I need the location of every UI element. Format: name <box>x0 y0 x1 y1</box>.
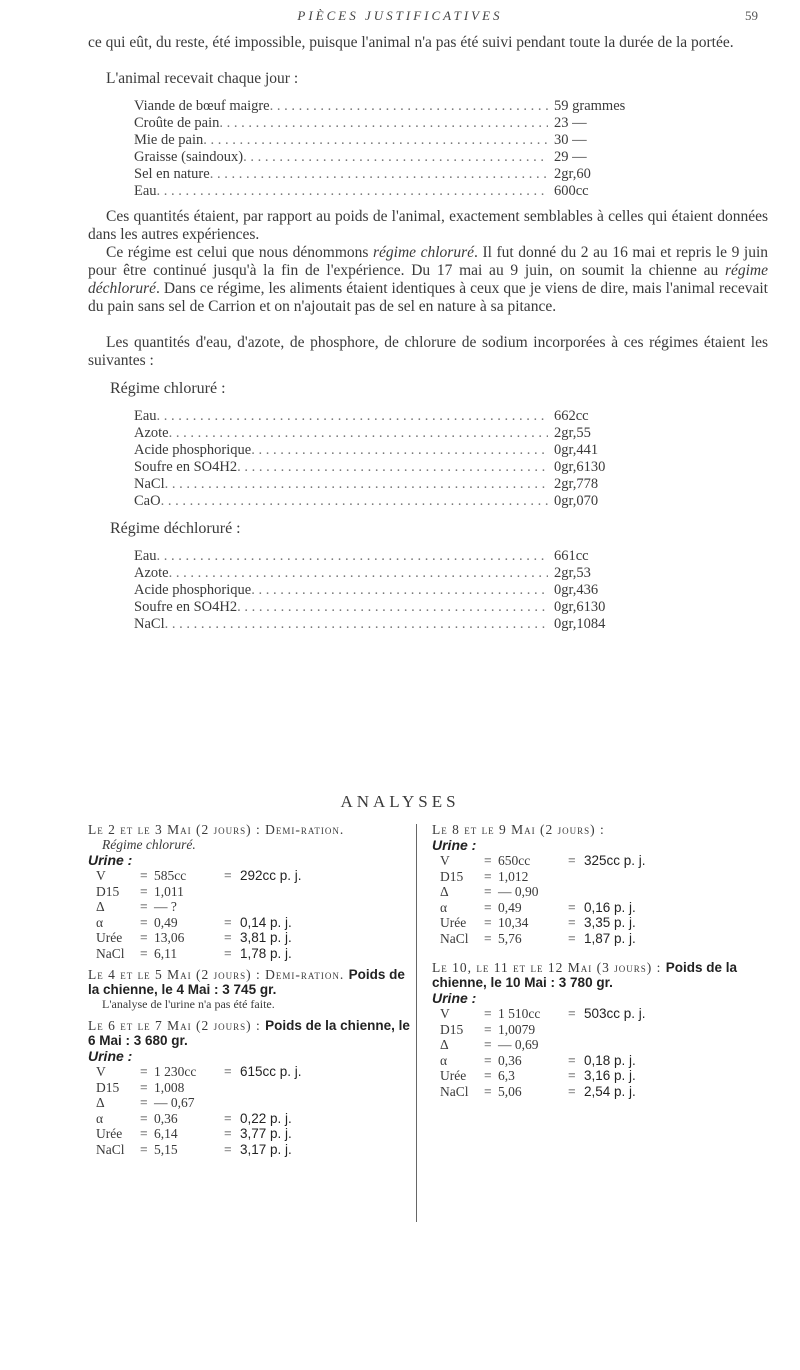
measurement-row <box>88 930 418 946</box>
equals-sign: = <box>140 1095 148 1110</box>
list-item <box>134 616 664 633</box>
measure-value: 0,49 <box>498 899 522 915</box>
measurement-row <box>432 915 782 931</box>
list-item <box>134 565 664 582</box>
equals-sign: = <box>568 915 576 930</box>
per-day-value: 325cc p. j. <box>584 853 646 868</box>
leader-dots <box>270 98 548 115</box>
analysis-block <box>432 960 782 1099</box>
measure-value: 0,49 <box>154 914 178 930</box>
per-day-value: 0,16 p. j. <box>584 899 636 915</box>
measure-value: 6,3 <box>498 1068 515 1083</box>
measurement-row <box>88 1080 418 1096</box>
measure-value: 1 230cc <box>154 1064 197 1079</box>
item-value: 2gr,778 <box>554 476 599 492</box>
regime-chlorure-list <box>134 408 664 510</box>
block-heading: Le 2 et le 3 Mai (2 jours) : Demi-ration. <box>88 822 345 837</box>
measure-key: α <box>96 1110 104 1126</box>
measurement-row <box>88 1142 418 1158</box>
equals-sign: = <box>140 914 148 930</box>
measure-key: D15 <box>96 883 120 899</box>
measure-key: V <box>96 1064 106 1079</box>
leader-dots <box>219 115 548 132</box>
equals-sign: = <box>140 930 148 945</box>
measure-key: NaCl <box>96 945 125 961</box>
item-value: 30 — <box>554 132 587 148</box>
item-value: 2gr,53 <box>554 565 591 581</box>
item-value: 600cc <box>554 183 589 199</box>
equals-sign: = <box>140 1141 148 1157</box>
analysis-block <box>88 967 418 1012</box>
item-value: 662cc <box>554 408 589 424</box>
regime-dechlorure-list <box>134 548 664 633</box>
measure-key: D15 <box>440 1021 464 1037</box>
measure-key: Urée <box>96 930 123 945</box>
leader-dots <box>237 599 548 616</box>
measure-value: 0,36 <box>498 1052 522 1068</box>
item-label: Azote <box>134 425 169 441</box>
measure-value: 1 510cc <box>498 1006 541 1021</box>
item-value: 0gr,070 <box>554 493 599 509</box>
list-item <box>134 115 664 132</box>
item-value: 0gr,441 <box>554 442 599 458</box>
measurement-row <box>432 1006 782 1022</box>
list-item <box>134 548 664 565</box>
measure-value: 1,011 <box>154 883 184 899</box>
per-day-value: 0,18 p. j. <box>584 1052 636 1068</box>
measure-key: V <box>440 1006 450 1021</box>
measurement-row <box>432 869 782 885</box>
item-label: Mie de pain <box>134 132 204 148</box>
list-item <box>134 476 664 493</box>
measure-key: NaCl <box>440 930 469 946</box>
measurement-row <box>432 1053 782 1069</box>
equals-sign: = <box>568 930 576 946</box>
page-number: 59 <box>745 8 758 23</box>
paragraph-2: L'animal recevait chaque jour : <box>106 70 299 87</box>
measure-key: Δ <box>96 899 105 914</box>
measurement-row <box>432 900 782 916</box>
measurement-row <box>432 931 782 947</box>
equals-sign: = <box>484 1037 492 1052</box>
measurement-row <box>88 915 418 931</box>
measure-value: 10,34 <box>498 915 529 930</box>
measurement-row <box>432 853 782 869</box>
item-value: 2gr,60 <box>554 166 591 182</box>
per-day-value: 3,81 p. j. <box>240 930 292 945</box>
measure-value: 650cc <box>498 853 531 868</box>
item-label: Azote <box>134 565 169 581</box>
equals-sign: = <box>140 868 148 883</box>
item-label: Acide phosphorique <box>134 442 252 458</box>
per-day-value: 3,16 p. j. <box>584 1068 636 1083</box>
measure-value: 1,008 <box>154 1079 185 1095</box>
measure-value: 5,15 <box>154 1141 178 1157</box>
leader-dots <box>243 149 548 166</box>
equals-sign: = <box>568 853 576 868</box>
item-label: Soufre en SO4H2 <box>134 459 238 475</box>
item-value: 0gr,6130 <box>554 459 606 475</box>
per-day-value: 292cc p. j. <box>240 868 302 883</box>
measurements <box>88 1064 418 1157</box>
list-item <box>134 425 664 442</box>
analyses-title: ANALYSES <box>340 792 460 811</box>
per-day-value: 503cc p. j. <box>584 1006 646 1021</box>
analysis-block <box>88 1018 418 1157</box>
item-label: Graisse (saindoux) <box>134 149 244 165</box>
item-value: 59 grammes <box>554 98 626 114</box>
leader-dots <box>203 132 548 149</box>
equals-sign: = <box>224 868 232 883</box>
leader-dots <box>210 166 548 183</box>
list-item <box>134 582 664 599</box>
per-day-value: 3,35 p. j. <box>584 915 636 930</box>
equals-sign: = <box>484 1021 492 1037</box>
leader-dots <box>165 616 548 633</box>
item-label: Sel en nature <box>134 166 210 182</box>
analyses-left-column <box>88 822 418 1163</box>
regime-chlorure-title: Régime chloruré : <box>110 380 226 397</box>
item-value: 29 — <box>554 149 587 165</box>
block-note: L'analyse de l'urine n'a pas été faite. <box>102 997 275 1011</box>
equals-sign: = <box>484 884 492 899</box>
item-value: 0gr,436 <box>554 582 599 598</box>
measurement-row <box>432 1084 782 1100</box>
per-day-value: 0,14 p. j. <box>240 914 292 930</box>
item-label: Viande de bœuf maigre <box>134 98 270 114</box>
list-item <box>134 98 664 115</box>
measurement-row <box>88 1095 418 1111</box>
equals-sign: = <box>484 868 492 884</box>
leader-dots <box>157 548 548 565</box>
list-item <box>134 459 664 476</box>
equals-sign: = <box>224 914 232 930</box>
paragraph-4: Ce régime est celui que nous dénommons régime chloruré. Il fut donné du 2 au 16 mai et repris le 9 juin pour être continué jusqu'à la fin de l'expérience. Du 17 mai au 9 juin, on soumit la chienne au régime déchloruré. Dans ce régime, les aliments étaient identiques à ceux que je viens de dire, mais l'animal recevait du pain sans sel de Carrion et on n'ajoutait pas de sel en nature à sa pitance. <box>88 244 769 315</box>
measure-value: — 0,90 <box>498 884 539 899</box>
measure-value: 585cc <box>154 868 187 883</box>
equals-sign: = <box>140 1110 148 1126</box>
item-value: 0gr,6130 <box>554 599 606 615</box>
measurement-row <box>88 1111 418 1127</box>
equals-sign: = <box>224 1064 232 1079</box>
measure-key: NaCl <box>440 1083 469 1099</box>
measure-value: 6,11 <box>154 945 178 961</box>
list-item <box>134 149 664 166</box>
equals-sign: = <box>484 1068 492 1083</box>
measure-key: D15 <box>440 868 464 884</box>
measurement-row <box>88 1126 418 1142</box>
item-label: Soufre en SO4H2 <box>134 599 238 615</box>
urine-label: Urine : <box>88 852 133 868</box>
item-label: Eau <box>134 408 157 424</box>
per-day-value: 1,78 p. j. <box>240 945 292 961</box>
item-value: 2gr,55 <box>554 425 591 441</box>
equals-sign: = <box>568 1052 576 1068</box>
urine-label: Urine : <box>88 1048 133 1064</box>
equals-sign: = <box>224 1126 232 1141</box>
item-value: 23 — <box>554 115 587 131</box>
equals-sign: = <box>224 1110 232 1126</box>
leader-dots <box>237 459 548 476</box>
measurement-row <box>88 899 418 915</box>
measure-key: Urée <box>440 915 467 930</box>
item-label: Croûte de pain <box>134 115 220 131</box>
block-heading: Le 8 et le 9 Mai (2 jours) : <box>432 822 605 837</box>
leader-dots <box>157 408 548 425</box>
equals-sign: = <box>484 915 492 930</box>
leader-dots <box>161 493 548 510</box>
measure-value: 5,76 <box>498 930 522 946</box>
measure-value: 5,06 <box>498 1083 522 1099</box>
analysis-block <box>432 822 782 946</box>
list-item <box>134 166 664 183</box>
measure-key: V <box>440 853 450 868</box>
measure-value: — ? <box>154 899 177 914</box>
daily-diet-list <box>134 98 664 200</box>
measurement-row <box>432 1068 782 1084</box>
equals-sign: = <box>484 899 492 915</box>
item-label: NaCl <box>134 476 165 492</box>
equals-sign: = <box>484 1006 492 1021</box>
equals-sign: = <box>140 899 148 914</box>
measurements <box>432 1006 782 1099</box>
measurement-row <box>88 1064 418 1080</box>
leader-dots <box>157 183 548 200</box>
equals-sign: = <box>484 853 492 868</box>
measure-value: 1,0079 <box>498 1021 536 1037</box>
equals-sign: = <box>140 883 148 899</box>
item-label: NaCl <box>134 616 165 632</box>
paragraph-1: ce qui eût, du reste, été impossible, puisque l'animal n'a pas été suivi pendant toute la durée de la portée. <box>88 34 734 51</box>
measure-key: α <box>440 1052 448 1068</box>
per-day-value: 2,54 p. j. <box>584 1083 636 1099</box>
item-label: Eau <box>134 548 157 564</box>
running-title: PIÈCES JUSTIFICATIVES <box>297 8 503 23</box>
measure-value: 13,06 <box>154 930 185 945</box>
per-day-value: 0,22 p. j. <box>240 1110 292 1126</box>
paragraph-5: Les quantités d'eau, d'azote, de phosphore, de chlorure de sodium incorporées à ces régimes étaient les suivantes : <box>88 334 768 369</box>
list-item <box>134 408 664 425</box>
measure-key: α <box>96 914 104 930</box>
leader-dots <box>251 442 548 459</box>
measurements <box>88 868 418 961</box>
item-label: CaO <box>134 493 161 509</box>
list-item <box>134 599 664 616</box>
equals-sign: = <box>484 1083 492 1099</box>
equals-sign: = <box>568 1068 576 1083</box>
measurement-row <box>432 884 782 900</box>
per-day-value: 3,77 p. j. <box>240 1126 292 1141</box>
leader-dots <box>165 476 548 493</box>
paragraph-3: Ces quantités étaient, par rapport au poids de l'animal, exactement semblables à celles qui étaient données dans les autres expériences. <box>88 208 768 243</box>
measure-value: 1,012 <box>498 868 529 884</box>
equals-sign: = <box>568 899 576 915</box>
per-day-value: 3,17 p. j. <box>240 1141 292 1157</box>
analysis-block <box>88 822 418 961</box>
equals-sign: = <box>140 1126 148 1141</box>
list-item <box>134 442 664 459</box>
equals-sign: = <box>224 945 232 961</box>
per-day-value: 1,87 p. j. <box>584 930 636 946</box>
per-day-value: 615cc p. j. <box>240 1064 302 1079</box>
measure-key: V <box>96 868 106 883</box>
measure-key: Δ <box>96 1095 105 1110</box>
measurement-row <box>432 1037 782 1053</box>
measure-value: 0,36 <box>154 1110 178 1126</box>
block-heading: Le 4 et le 5 Mai (2 jours) : Demi-ration. Poids de la chienne, le 4 Mai : 3 745 gr. <box>88 967 405 997</box>
measure-value: — 0,67 <box>154 1095 195 1110</box>
list-item <box>134 493 664 510</box>
measurements <box>432 853 782 946</box>
leader-dots <box>251 582 548 599</box>
measure-key: Urée <box>440 1068 467 1083</box>
measure-key: α <box>440 899 448 915</box>
column-divider <box>416 824 417 1222</box>
measure-key: D15 <box>96 1079 120 1095</box>
measure-key: Urée <box>96 1126 123 1141</box>
measure-key: Δ <box>440 1037 449 1052</box>
block-heading: Le 10, le 11 et le 12 Mai (3 jours) : Poids de la chienne, le 10 Mai : 3 780 gr. <box>432 960 738 990</box>
leader-dots <box>169 425 548 442</box>
item-value: 661cc <box>554 548 589 564</box>
measure-value: — 0,69 <box>498 1037 539 1052</box>
item-label: Acide phosphorique <box>134 582 252 598</box>
block-regime: Régime chloruré. <box>102 837 196 852</box>
urine-label: Urine : <box>432 837 477 853</box>
measure-key: NaCl <box>96 1141 125 1157</box>
equals-sign: = <box>568 1083 576 1099</box>
list-item <box>134 183 664 200</box>
block-heading: Le 6 et le 7 Mai (2 jours) : Poids de la chienne, le 6 Mai : 3 680 gr. <box>88 1018 410 1048</box>
item-value: 0gr,1084 <box>554 616 606 632</box>
equals-sign: = <box>140 1064 148 1079</box>
equals-sign: = <box>224 1141 232 1157</box>
equals-sign: = <box>140 945 148 961</box>
measurement-row <box>432 1022 782 1038</box>
equals-sign: = <box>224 930 232 945</box>
equals-sign: = <box>568 1006 576 1021</box>
leader-dots <box>169 565 548 582</box>
measurement-row <box>88 868 418 884</box>
measure-key: Δ <box>440 884 449 899</box>
equals-sign: = <box>484 1052 492 1068</box>
measurement-row <box>88 946 418 962</box>
item-label: Eau <box>134 183 157 199</box>
list-item <box>134 132 664 149</box>
equals-sign: = <box>140 1079 148 1095</box>
analyses-right-column <box>432 822 782 1105</box>
measure-value: 6,14 <box>154 1126 178 1141</box>
equals-sign: = <box>484 930 492 946</box>
measurement-row <box>88 884 418 900</box>
regime-dechlorure-title: Régime déchloruré : <box>110 520 241 537</box>
urine-label: Urine : <box>432 990 477 1006</box>
